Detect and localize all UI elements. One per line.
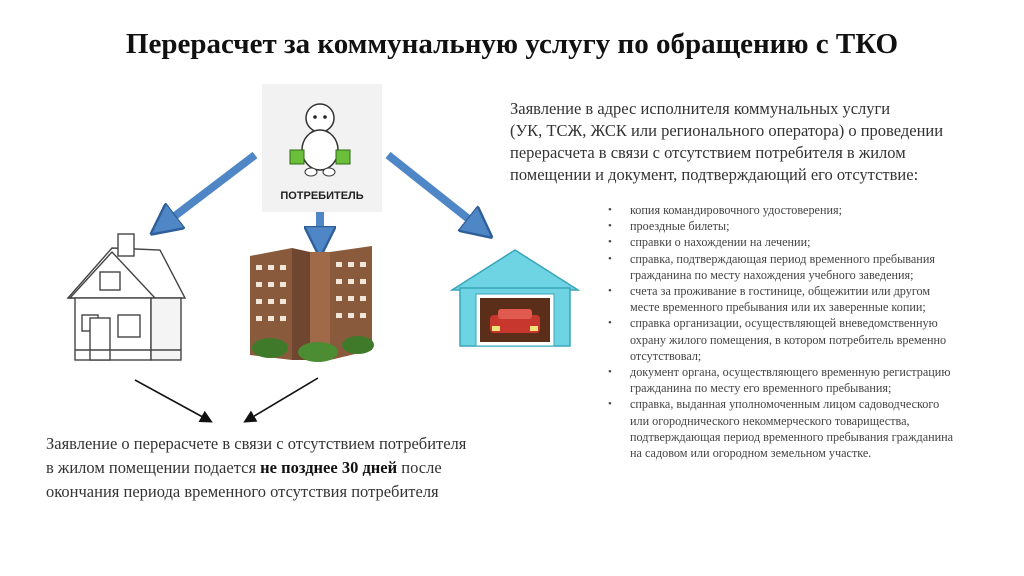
house-icon <box>68 234 185 360</box>
document-item-line: • справка, выданная уполномоченным лицом садоводческого <box>630 397 940 412</box>
arrow-to-garage <box>388 155 480 228</box>
document-item <box>608 251 1018 283</box>
document-item <box>608 202 1018 218</box>
document-item <box>608 396 1018 461</box>
document-item-line: охрану жилого помещения, в котором потребитель временно <box>630 332 947 347</box>
document-item-line: • проездные билеты; <box>630 219 730 234</box>
document-item-line: гражданина по месту нахождения учебного заведения; <box>630 267 914 282</box>
deadline-note-line: окончания периода временного отсутствия потребителя <box>46 482 439 501</box>
page-title: Перерасчет за коммунальную услугу по обращению с ТКО <box>125 28 899 60</box>
deadline-emphasis: не позднее 30 дней <box>260 458 398 477</box>
application-heading-line: Заявление в адрес исполнителя коммунальных услуги <box>510 99 891 118</box>
application-heading-line: перерасчета в связи с отсутствием потребителя в жилом <box>510 143 906 162</box>
apartment-building-icon <box>250 246 374 362</box>
deadline-note <box>46 432 586 504</box>
document-item <box>608 218 1018 234</box>
application-heading <box>510 98 1010 186</box>
document-item-line: или огороднического некоммерческого товарищества, <box>630 413 910 428</box>
document-item <box>608 364 1018 396</box>
document-item-line: на садовом или огородном земельном участке. <box>630 446 872 461</box>
document-item-line: • счета за проживание в гостинице, общежитии или другом <box>630 284 931 299</box>
document-item-line: месте временного пребывания или их заверенные копии; <box>630 300 926 315</box>
document-item <box>608 283 1018 315</box>
document-item-line: гражданина по месту его временного пребывания; <box>630 381 892 396</box>
document-item <box>608 315 1018 364</box>
deadline-note-line: Заявление о перерасчете в связи с отсутствием потребителя <box>46 434 467 453</box>
document-item-line: • справка, подтверждающая период временного пребывания <box>630 251 935 266</box>
document-item-line: • справки о нахождении на лечении; <box>630 235 811 250</box>
document-item <box>608 234 1018 250</box>
document-item-line: отсутствовал; <box>630 348 702 363</box>
document-item-line: • копия командировочного удостоверения; <box>630 203 842 217</box>
arrow-from-house <box>135 380 210 421</box>
consumer-label: ПОТРЕБИТЕЛЬ <box>280 190 364 202</box>
document-item-line: • документ органа, осуществляющего временную регистрацию <box>630 365 951 380</box>
document-item-line: подтверждающая период временного пребывания гражданина <box>630 429 954 444</box>
application-heading-line: помещении и документ, подтверждающий его отсутствие: <box>510 165 919 184</box>
documents-list <box>608 202 1018 461</box>
arrow-from-building <box>246 378 318 421</box>
consumer-figure-icon <box>290 104 350 176</box>
garage-icon <box>452 250 578 346</box>
arrow-to-house <box>163 155 255 225</box>
application-heading-line: (УК, ТСЖ, ЖСК или регионального оператора) о проведении <box>510 121 944 140</box>
document-item-line: • справка организации, осуществляющей вневедомственную <box>630 316 938 331</box>
deadline-note-line: в жилом помещении подается не позднее 30 дней после <box>46 458 442 477</box>
